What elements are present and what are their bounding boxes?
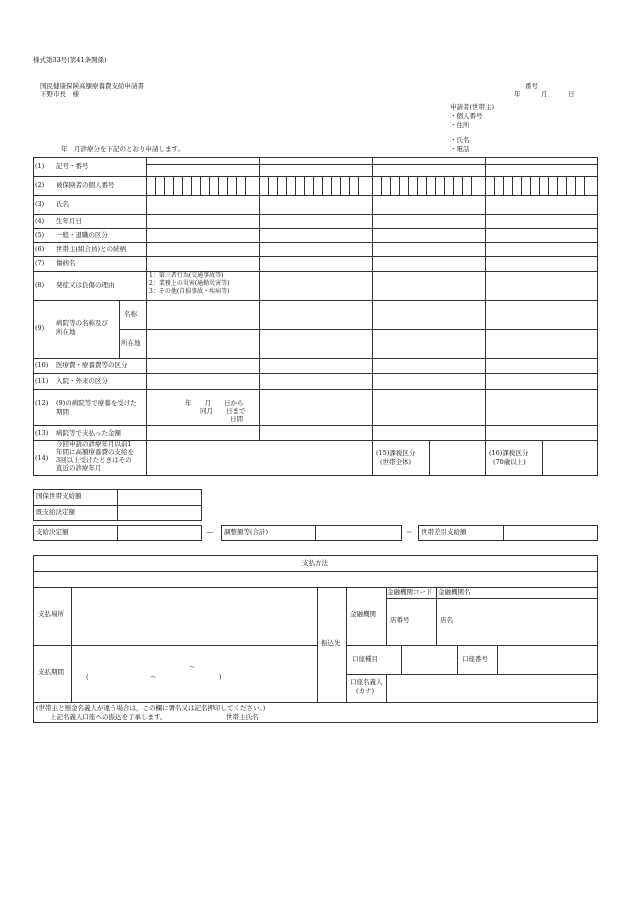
date-month: 月 (541, 90, 548, 98)
account-holder-label-1: 口座名義人 (350, 678, 383, 686)
row-15-line1: (15)課税区分 (376, 449, 416, 457)
row-5-label: 一般・退職の区分 (56, 231, 108, 239)
footer-signature-label: 世帯主氏名 (226, 713, 259, 721)
row-8-option-1: 1：第三者行為(交通事故等) (149, 272, 224, 279)
row-4-num: (4) (35, 217, 45, 225)
payment-location-label: 支払場所 (38, 610, 64, 618)
row-4-label: 生年月日 (56, 217, 82, 225)
form-title: 国民健康保険高額療養費支給申請書 (40, 82, 144, 90)
equals-sign: ＝ (406, 528, 413, 536)
row-9-label-2: 所在地 (56, 328, 76, 336)
row-13-label: 病院等で支払った金額 (56, 429, 121, 437)
row-7-label: 傷病名 (56, 259, 76, 267)
applicant-name: ・氏名 (450, 136, 470, 144)
row-11-num: (11) (35, 377, 49, 385)
row-14-label-4: 直近の診療年月 (56, 464, 102, 472)
date-year: 年 (514, 90, 521, 98)
form-number: 様式第33号(第41条関係) (33, 56, 107, 64)
institution-label: 金融機関 (350, 610, 376, 618)
row-8-option-2: 2：業務上の災害(通勤災害等) (149, 280, 230, 287)
period-paren-open: ( (86, 673, 89, 681)
payment-decision-label: 支給決定額 (36, 528, 69, 536)
period-paren-close: ) (219, 673, 222, 681)
row-6-num: (6) (35, 245, 45, 253)
row-8-label: 発症又は負傷の理由 (56, 281, 115, 289)
row-13-num: (13) (35, 429, 49, 437)
row-12-label-2: 期間 (56, 408, 69, 416)
row-9-num: (9) (35, 324, 45, 332)
row-12-label-1: (9)の病院等で療養を受けた (56, 399, 137, 407)
row-12-num: (12) (35, 399, 49, 407)
footer-note: (世帯主と預金名義人が違う場合は，この欄に署名又は記名押印してください。) (36, 704, 266, 712)
period-tilde-2: ～ (150, 673, 157, 681)
institution-name-label: 金融機関名 (438, 588, 471, 596)
row-1-label: 記号・番号 (56, 162, 89, 170)
branch-number-label: 店番号 (390, 616, 410, 624)
row-3-num: (3) (35, 200, 45, 208)
adjustment-label: 調整額等(合計) (224, 528, 269, 536)
addressee: 下野市長 様 (40, 90, 79, 98)
row-16-line1: (16)課税区分 (489, 449, 529, 457)
branch-name-label: 店名 (440, 616, 453, 624)
applicant-address: ・住所 (450, 121, 470, 129)
household-net-label: 世帯差引支給額 (421, 528, 467, 536)
row-10-num: (10) (35, 361, 49, 369)
intro-text: 年 月診療分を下記のとおり申請します。 (61, 145, 184, 153)
row-11-label: 入院・外来の区分 (56, 377, 108, 385)
row-1-num: (1) (35, 162, 45, 170)
row-9-sub-address: 所在地 (121, 339, 141, 347)
row-5-num: (5) (35, 231, 45, 239)
national-payment-label: 国保世帯支給額 (36, 492, 82, 500)
payment-period-label: 支払期間 (38, 668, 64, 676)
paid-decision-label: 既支給決定額 (36, 508, 75, 516)
row-8-num: (8) (35, 281, 45, 289)
footer-consent: 上記名義人口座への振込を了承します。 (50, 713, 167, 721)
row-9-label-1: 病院等の名称及び (56, 319, 108, 327)
institution-code-label: 金融機関コード (387, 588, 433, 596)
row-16-line2: (70歳以上) (493, 458, 526, 466)
row-6-label: 世帯主(組合員)との続柄 (56, 245, 127, 253)
applicant-phone: ・電話 (450, 145, 470, 153)
row-9-sub-name: 名称 (124, 310, 137, 318)
row-15-line2: (世帯全体) (380, 458, 412, 466)
applicant-heading: 申請者(世帯主) (450, 103, 495, 111)
payment-method-heading: 支払方法 (302, 559, 328, 567)
row-8-option-3: 3：その他(自損事故・疾病等) (149, 288, 230, 295)
row-14-label-1: 今回申請の診療年月以前1 (56, 440, 132, 448)
account-type-label: 口座種目 (352, 655, 378, 663)
row-3-label: 氏名 (56, 200, 69, 208)
row-2-label: 被保険者の個人番号 (56, 181, 115, 189)
period-tilde-1: ～ (189, 663, 196, 671)
row-12-period-line1: 年 月 日から (185, 399, 244, 407)
row-12-period-line3: 日間 (230, 415, 243, 423)
minus-sign: ― (207, 528, 214, 536)
row-12-period-line2: 同月 日まで (200, 407, 246, 415)
date-day: 日 (568, 90, 575, 98)
row-2-num: (2) (35, 181, 45, 189)
row-10-label: 医療費・療養費等の区分 (56, 361, 128, 369)
row-14-label-3: 3回以上受けたときはその (56, 456, 132, 464)
applicant-personal-number: ・個人番号 (450, 112, 483, 120)
number-label: 番号 (525, 82, 538, 90)
row-14-label-2: 年間に高額療養費の支給を (56, 448, 134, 456)
transfer-to-label: 振込先 (321, 639, 341, 647)
row-14-num: (14) (35, 454, 49, 462)
row-7-num: (7) (35, 259, 45, 267)
account-holder-label-2: (カナ) (356, 687, 375, 695)
account-number-label: 口座番号 (462, 655, 488, 663)
